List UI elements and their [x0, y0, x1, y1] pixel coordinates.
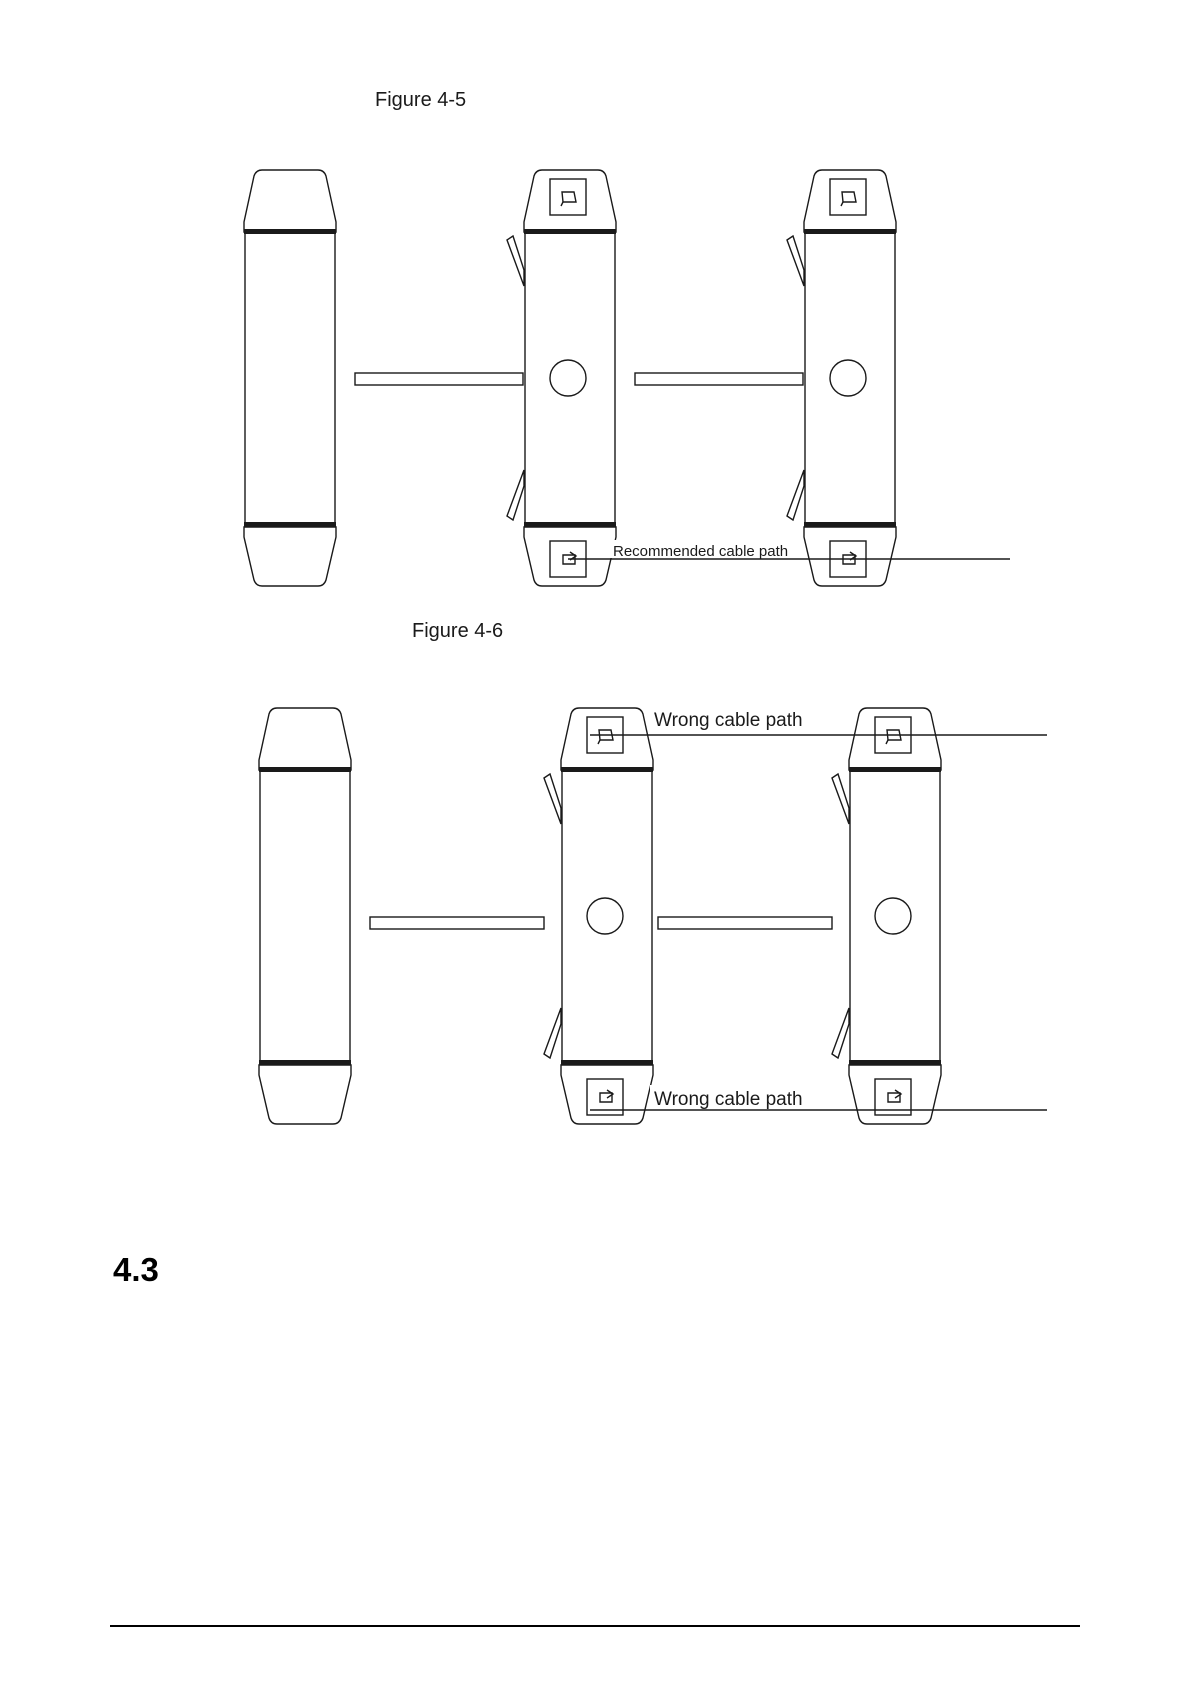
section-number: 4.3: [113, 1251, 159, 1288]
turnstile-post-left: [244, 170, 336, 586]
turnstile-post-left: [259, 708, 351, 1124]
figure-4-6-caption: Figure 4-6: [412, 620, 504, 642]
wrong-cable-path-bottom-label: Wrong cable path: [654, 1089, 803, 1110]
recommended-cable-path-label: Recommended cable path: [613, 543, 789, 560]
turnstile-middle: [544, 708, 653, 1124]
figure-4-6-diagram-body: [259, 708, 941, 1124]
wrong-cable-path-top-label: Wrong cable path: [654, 710, 803, 731]
turnstile-right: [832, 708, 941, 1124]
barrier-bar: [370, 917, 544, 929]
figure-4-5-caption: Figure 4-5: [375, 89, 467, 111]
barrier-bar: [355, 373, 523, 385]
barrier-bar: [635, 373, 803, 385]
barrier-bar: [658, 917, 832, 929]
footer-divider: [110, 1625, 1080, 1627]
figure-4-5-diagram: [244, 170, 1010, 586]
